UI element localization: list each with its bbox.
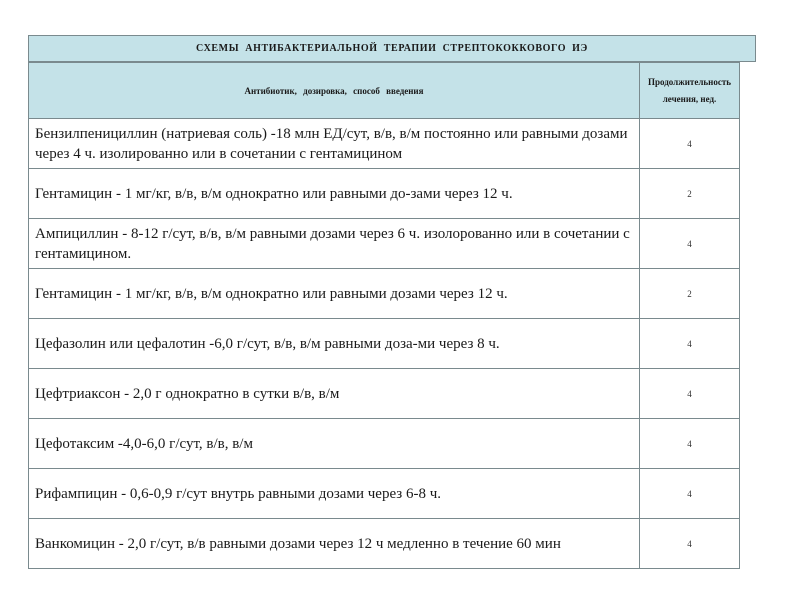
drug-cell: Ампициллин - 8-12 г/сут, в/в, в/м равными дозами через 6 ч. изолорованно или в сочетании с гентамицином. [29, 219, 640, 269]
table-row [29, 469, 740, 519]
drug-cell: Цефтриаксон - 2,0 г однократно в сутки в/в, в/м [29, 369, 640, 419]
table-row [29, 369, 740, 419]
table-row [29, 169, 740, 219]
drug-cell: Ванкомицин - 2,0 г/сут, в/в равными дозами через 12 ч медленно в течение 60 мин [29, 519, 640, 569]
duration-cell: 4 [640, 519, 740, 569]
duration-cell: 4 [640, 319, 740, 369]
duration-cell: 2 [640, 269, 740, 319]
duration-cell: 4 [640, 219, 740, 269]
column-header-duration: Продолжительность лечения, нед. [640, 63, 740, 119]
column-header-drug: Антибиотик, дозировка, способ введения [29, 63, 640, 119]
duration-cell: 4 [640, 369, 740, 419]
antibiotic-regimens-table [28, 62, 740, 569]
table-row [29, 519, 740, 569]
drug-cell: Гентамицин - 1 мг/кг, в/в, в/м однократно или равными дозами через 12 ч. [29, 269, 640, 319]
table-row [29, 219, 740, 269]
table-row [29, 319, 740, 369]
table-title: СХЕМЫ АНТИБАКТЕРИАЛЬНОЙ ТЕРАПИИ СТРЕПТОКОККОВОГО ИЭ [28, 35, 756, 62]
drug-cell: Цефазолин или цефалотин -6,0 г/сут, в/в, в/м равными доза-ми через 8 ч. [29, 319, 640, 369]
table-header-row [29, 63, 740, 119]
table-row [29, 119, 740, 169]
duration-cell: 4 [640, 469, 740, 519]
drug-cell: Цефотаксим -4,0-6,0 г/сут, в/в, в/м [29, 419, 640, 469]
duration-cell: 4 [640, 419, 740, 469]
table-row [29, 419, 740, 469]
drug-cell: Бензилпенициллин (натриевая соль) -18 млн ЕД/сут, в/в, в/м постоянно или равными дозами через 4 ч. изолированно или в сочетании с гентамицином [29, 119, 640, 169]
duration-cell: 2 [640, 169, 740, 219]
drug-cell: Гентамицин - 1 мг/кг, в/в, в/м однократно или равными до-зами через 12 ч. [29, 169, 640, 219]
drug-cell: Рифампицин - 0,6-0,9 г/сут внутрь равными дозами через 6-8 ч. [29, 469, 640, 519]
duration-cell: 4 [640, 119, 740, 169]
table-row [29, 269, 740, 319]
